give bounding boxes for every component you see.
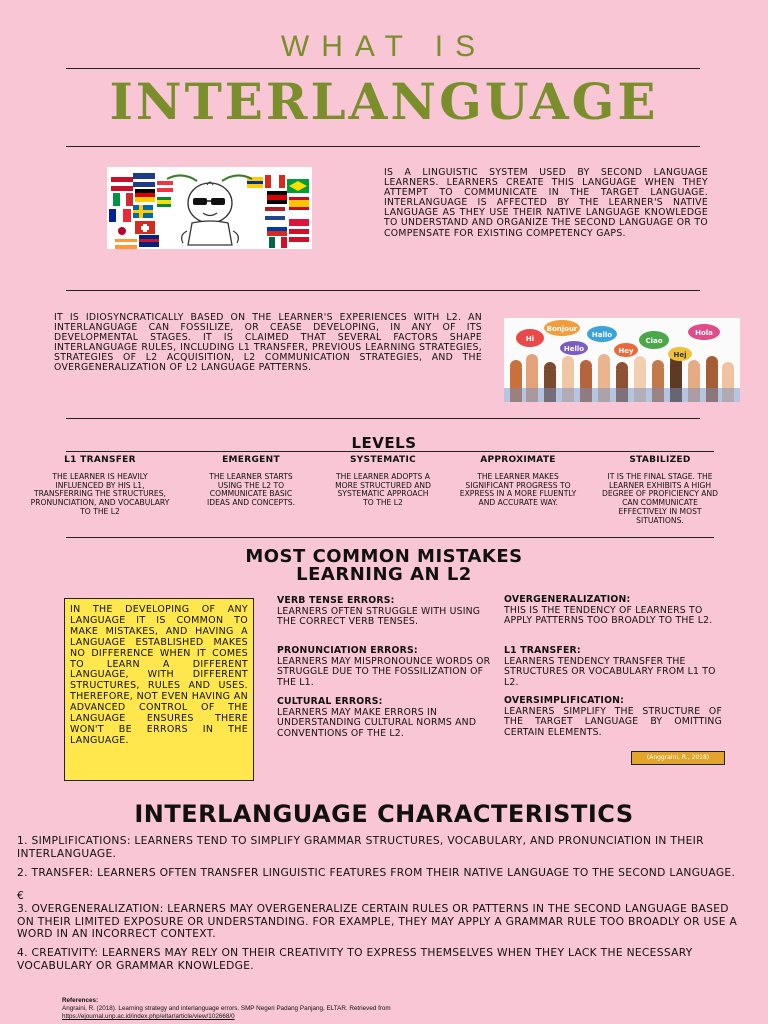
level-desc: THE LEARNER MAKES SIGNIFICANT PROGRESS TO EXPRESS IN A MORE FLUENTLY AND ACCURATE WAY. [459, 472, 577, 508]
bubble-label: Bonjour [546, 325, 578, 333]
level-desc: IT IS THE FINAL STAGE. THE LEARNER EXHIBITS A HIGH DEGREE OF PROFICIENCY AND CAN COMMUNICATE EFFECTIVELY IN MOST SITUATIONS. [602, 472, 718, 525]
hands-greetings-image [504, 318, 740, 402]
error-text: LEARNERS OFTEN STRUGGLE WITH USING THE CORRECT VERB TENSES. [277, 605, 481, 628]
bubble-label: Hello [563, 345, 585, 353]
divider [66, 68, 700, 69]
divider [66, 290, 700, 291]
error-cultural [277, 697, 495, 740]
characteristics-title: INTERLANGUAGE CHARACTERISTICS [134, 800, 634, 828]
level-approximate [448, 455, 588, 508]
level-l1-transfer [30, 455, 170, 517]
characteristic-item: 4. CREATIVITY: LEARNERS MAY RELY ON THEIR CREATIVITY TO EXPRESS THEMSELVES WHEN THEY LACK THE NECESSARY VOCABULARY OR GRAMMAR KNOWLEDGE. [17, 946, 693, 972]
divider [66, 418, 700, 419]
error-verb-tense [277, 596, 495, 628]
error-text: LEARNERS TENDENCY TRANSFER THE STRUCTURES OR VOCABULARY FROM L1 TO L2. [504, 655, 716, 689]
error-text: LEARNERS MAY MISPRONOUNCE WORDS OR STRUGGLE DUE TO THE FOSSILIZATION OF THE L1. [277, 655, 491, 689]
level-name: SYSTEMATIC [349, 455, 417, 465]
characteristic-item: 1. SIMPLIFICATIONS: LEARNERS TEND TO SIMPLIFY GRAMMAR STRUCTURES, VOCABULARY, AND PRONUNCIATION IN THEIR INTERLANGUAGE. [17, 834, 704, 860]
citation-badge: (Anggraini, R., 2018) [631, 751, 725, 765]
definition-text: IS A LINGUISTIC SYSTEM USED BY SECOND LANGUAGE LEARNERS. LEARNERS CREATE THIS LANGUAGE WHEN THEY ATTEMPT TO COMMUNICATE IN THE TARGET LANGUAGE. INTERLANGUAGE IS AFFECTED BY THE LEARNER'S NATIVE LANGUAGE AS THEY USE THEIR NATIVE LANGUAGE KNOWLEDGE TO UNDERSTAND AND ORGANIZE THE SECOND LANGUAGE OR TO COMPENSATE FOR EXISTING COMPETENCY GAPS. [384, 167, 708, 239]
mistakes-title-line1: MOST COMMON MISTAKES [245, 546, 523, 567]
level-name: EMERGENT [222, 455, 280, 465]
error-text: THIS IS THE TENDENCY OF LEARNERS TO APPLY PATTERNS TOO BROADLY TO THE L2. [504, 604, 713, 627]
level-name: L1 TRANSFER [64, 455, 136, 465]
bubble-label: Hi [525, 335, 535, 343]
error-overgeneralization [504, 595, 722, 627]
error-text: LEARNERS SIMPLIFY THE STRUCTURE OF THE TARGET LANGUAGE BY OMITTING CERTAIN ELEMENTS. [504, 705, 722, 739]
mistakes-info-box [64, 598, 254, 781]
bubble-label: Hola [695, 329, 713, 337]
references-label: References: [62, 997, 99, 1004]
level-emergent [181, 455, 321, 508]
level-name: STABILIZED [629, 455, 691, 465]
bubble-label: Ciao [645, 337, 663, 345]
mistakes-box-text: IN THE DEVELOPING OF ANY LANGUAGE IT IS COMMON TO MAKE MISTAKES, AND HAVING A LANGUAGE ESTABLISHED MAKES NO DIFFERENCE WHEN IT COMES TO LEARN A DIFFERENT LANGUAGE, WITH DIFFERENT STRUCTURES, RULES AND USES. THEREFORE, NOT EVEN HAVING AN ADVANCED CONTROL OF THE LANGUAGE ENSURES THERE WON'T BE ERRORS IN THE LANGUAGE. [70, 604, 248, 746]
level-systematic [313, 455, 453, 508]
error-l1-transfer [504, 646, 722, 689]
reference-link[interactable]: https://ejournal.unp.ac.id/index.php/eltar/article/view/102668/0 [62, 1013, 235, 1020]
bubble-label: Hey [618, 347, 634, 355]
characteristic-item: 2. TRANSFER: LEARNERS OFTEN TRANSFER LINGUISTIC FEATURES FROM THEIR NATIVE LANGUAGE TO THE SECOND LANGUAGE. [17, 866, 736, 879]
divider [66, 451, 714, 452]
error-title: PRONUNCIATION ERRORS: [277, 645, 418, 656]
page-title: INTERLANGUAGE [109, 72, 659, 131]
level-name: APPROXIMATE [480, 455, 556, 465]
level-desc: THE LEARNER STARTS USING THE L2 TO COMMUNICATE BASIC IDEAS AND CONCEPTS. [207, 472, 295, 508]
characteristic-item: 3. OVERGENERALIZATION: LEARNERS MAY OVERGENERALIZE CERTAIN RULES OR PATTERNS IN THE SECOND LANGUAGE BASED ON THEIR LIMITED EXPOSURE OR UNDERSTANDING. FOR EXAMPLE, THEY MAY APPLY A GRAMMAR RULE TOO BROADLY OR USE A WORD IN AN INCORRECT CONTEXT. [17, 902, 738, 941]
level-stabilized [590, 455, 730, 525]
error-title: CULTURAL ERRORS: [277, 696, 383, 707]
mistakes-title-line2: LEARNING AN L2 [296, 564, 472, 585]
error-title: L1 TRANSFER: [504, 645, 581, 656]
error-pronunciation [277, 646, 495, 689]
level-desc: THE LEARNER ADOPTS A MORE STRUCTURED AND SYSTEMATIC APPROACH TO THE L2 [335, 472, 431, 508]
divider [66, 537, 714, 538]
idiosyncratic-text: IT IS IDIOSYNCRATICALLY BASED ON THE LEARNER'S EXPERIENCES WITH L2. AN INTERLANGUAGE CAN FOSSILIZE, OR CEASE DEVELOPING, IN ANY OF ITS DEVELOPMENTAL STAGES. IT IS CLAIMED THAT SEVERAL FACTORS SHAPE INTERLANGUAGE RULES, INCLUDING L1 TRANSFER, PREVIOUS LEARNING STRATEGIES, STRATEGIES OF L2 ACQUISITION, L2 COMMUNICATION STRATEGIES, AND THE OVERGENERALIZATION OF L2 LANGUAGE PATTERNS. [54, 312, 482, 374]
levels-title: LEVELS [351, 434, 417, 452]
level-desc: THE LEARNER IS HEAVILY INFLUENCED BY HIS L1, TRANSFERRING THE STRUCTURES, PRONUNCIATION, AND VOCABULARY TO THE L2 [30, 472, 170, 516]
mistakes-title [0, 548, 768, 584]
flags-baby-image [107, 167, 312, 249]
header-subtitle: WHAT IS [280, 30, 488, 63]
divider [66, 146, 700, 147]
bubble-label: Hallo [591, 331, 613, 339]
references [62, 997, 702, 1021]
reference-entry: Angraini, R. (2018). Learning strategy and interlanguage errors. SMP Negeri Padang Panjang, ELTAR. Retrieved from [62, 1005, 391, 1012]
bubble-label: Hej [673, 351, 687, 359]
error-oversimplification [504, 696, 722, 739]
stray-symbol: € [17, 889, 25, 902]
error-title: VERB TENSE ERRORS: [277, 595, 395, 606]
error-text: LEARNERS MAY MAKE ERRORS IN UNDERSTANDING CULTURAL NORMS AND CONVENTIONS OF THE L2. [277, 706, 477, 740]
error-title: OVERSIMPLIFICATION: [504, 695, 625, 706]
error-title: OVERGENERALIZATION: [504, 594, 631, 605]
